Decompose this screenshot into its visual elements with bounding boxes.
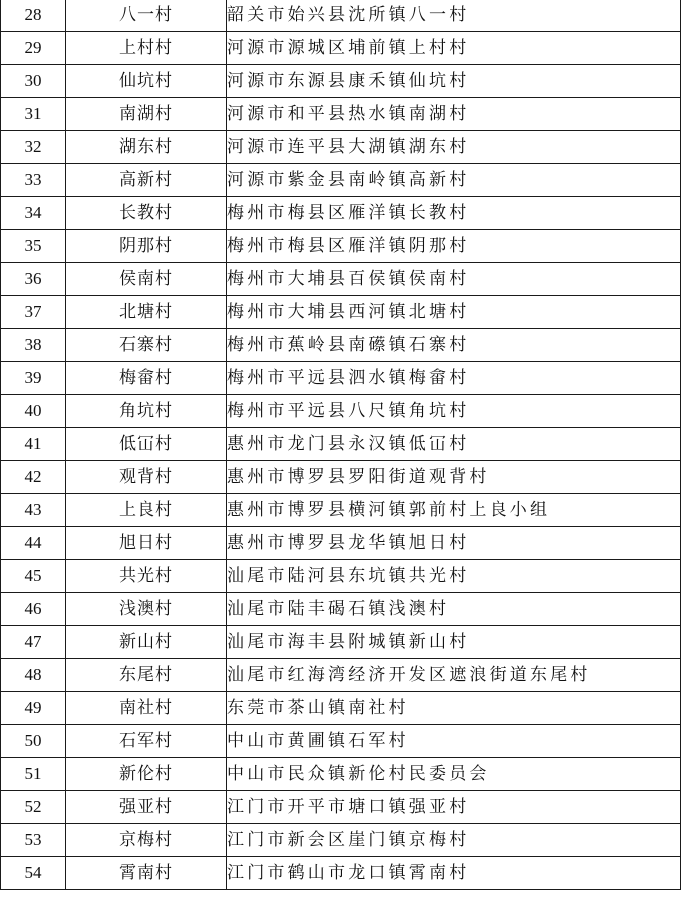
table-row (1, 98, 681, 131)
row-number: 35 (1, 230, 66, 263)
table-row (1, 197, 681, 230)
table-row (1, 395, 681, 428)
village-name: 梅畲村 (66, 362, 227, 395)
village-address: 江门市开平市塘口镇强亚村 (227, 791, 681, 824)
row-number: 41 (1, 428, 66, 461)
table-row (1, 461, 681, 494)
village-address: 汕尾市海丰县附城镇新山村 (227, 626, 681, 659)
table-row (1, 725, 681, 758)
table-row (1, 659, 681, 692)
table-row (1, 32, 681, 65)
village-name: 侯南村 (66, 263, 227, 296)
table-row (1, 164, 681, 197)
table-row (1, 65, 681, 98)
row-number: 47 (1, 626, 66, 659)
village-name: 观背村 (66, 461, 227, 494)
table-row (1, 362, 681, 395)
table-row (1, 131, 681, 164)
village-address: 东莞市茶山镇南社村 (227, 692, 681, 725)
village-address: 汕尾市陆河县东坑镇共光村 (227, 560, 681, 593)
village-name: 上村村 (66, 32, 227, 65)
village-address: 惠州市博罗县龙华镇旭日村 (227, 527, 681, 560)
village-name: 阴那村 (66, 230, 227, 263)
table-row (1, 263, 681, 296)
village-name: 石军村 (66, 725, 227, 758)
table-row (1, 494, 681, 527)
table-row (1, 758, 681, 791)
row-number: 31 (1, 98, 66, 131)
table-row (1, 527, 681, 560)
row-number: 50 (1, 725, 66, 758)
village-address: 河源市源城区埔前镇上村村 (227, 32, 681, 65)
table-row (1, 857, 681, 890)
village-name: 浅澳村 (66, 593, 227, 626)
village-address: 惠州市博罗县横河镇郭前村上良小组 (227, 494, 681, 527)
table-row (1, 692, 681, 725)
village-address: 惠州市龙门县永汉镇低冚村 (227, 428, 681, 461)
village-name: 仙坑村 (66, 65, 227, 98)
village-address: 梅州市梅县区雁洋镇阴那村 (227, 230, 681, 263)
village-address: 梅州市大埔县西河镇北塘村 (227, 296, 681, 329)
village-address: 中山市黄圃镇石军村 (227, 725, 681, 758)
village-address: 惠州市博罗县罗阳街道观背村 (227, 461, 681, 494)
row-number: 32 (1, 131, 66, 164)
village-name: 八一村 (66, 0, 227, 32)
table-row (1, 593, 681, 626)
row-number: 33 (1, 164, 66, 197)
village-address: 河源市连平县大湖镇湖东村 (227, 131, 681, 164)
row-number: 36 (1, 263, 66, 296)
row-number: 51 (1, 758, 66, 791)
table-row (1, 626, 681, 659)
row-number: 43 (1, 494, 66, 527)
row-number: 52 (1, 791, 66, 824)
village-name: 长教村 (66, 197, 227, 230)
village-name: 南湖村 (66, 98, 227, 131)
village-name: 湖东村 (66, 131, 227, 164)
village-name: 强亚村 (66, 791, 227, 824)
village-address: 梅州市梅县区雁洋镇长教村 (227, 197, 681, 230)
village-name: 低冚村 (66, 428, 227, 461)
row-number: 37 (1, 296, 66, 329)
village-address: 梅州市平远县八尺镇角坑村 (227, 395, 681, 428)
row-number: 45 (1, 560, 66, 593)
village-name: 霄南村 (66, 857, 227, 890)
village-name: 北塘村 (66, 296, 227, 329)
village-address: 中山市民众镇新伦村民委员会 (227, 758, 681, 791)
village-address: 汕尾市陆丰碣石镇浅澳村 (227, 593, 681, 626)
row-number: 38 (1, 329, 66, 362)
village-name: 南社村 (66, 692, 227, 725)
row-number: 48 (1, 659, 66, 692)
table-row (1, 329, 681, 362)
village-name: 高新村 (66, 164, 227, 197)
village-address: 江门市新会区崖门镇京梅村 (227, 824, 681, 857)
table-row (1, 791, 681, 824)
row-number: 40 (1, 395, 66, 428)
table-row (1, 0, 681, 32)
row-number: 29 (1, 32, 66, 65)
village-name: 新伦村 (66, 758, 227, 791)
village-name: 新山村 (66, 626, 227, 659)
village-address: 河源市紫金县南岭镇高新村 (227, 164, 681, 197)
village-name: 上良村 (66, 494, 227, 527)
table-row (1, 230, 681, 263)
table-row (1, 296, 681, 329)
table-row (1, 428, 681, 461)
row-number: 49 (1, 692, 66, 725)
village-name: 石寨村 (66, 329, 227, 362)
table-row (1, 824, 681, 857)
row-number: 28 (1, 0, 66, 32)
village-name: 旭日村 (66, 527, 227, 560)
row-number: 39 (1, 362, 66, 395)
village-address: 汕尾市红海湾经济开发区遮浪街道东尾村 (227, 659, 681, 692)
row-number: 34 (1, 197, 66, 230)
village-address: 河源市东源县康禾镇仙坑村 (227, 65, 681, 98)
village-address: 梅州市平远县泗水镇梅畲村 (227, 362, 681, 395)
row-number: 54 (1, 857, 66, 890)
village-address: 梅州市大埔县百侯镇侯南村 (227, 263, 681, 296)
village-address: 河源市和平县热水镇南湖村 (227, 98, 681, 131)
row-number: 44 (1, 527, 66, 560)
table-body (1, 0, 681, 890)
village-address: 梅州市蕉岭县南礤镇石寨村 (227, 329, 681, 362)
village-address: 韶关市始兴县沈所镇八一村 (227, 0, 681, 32)
village-name: 角坑村 (66, 395, 227, 428)
village-name: 共光村 (66, 560, 227, 593)
village-name: 京梅村 (66, 824, 227, 857)
village-name: 东尾村 (66, 659, 227, 692)
row-number: 42 (1, 461, 66, 494)
row-number: 46 (1, 593, 66, 626)
row-number: 30 (1, 65, 66, 98)
village-address: 江门市鹤山市龙口镇霄南村 (227, 857, 681, 890)
table-row (1, 560, 681, 593)
row-number: 53 (1, 824, 66, 857)
